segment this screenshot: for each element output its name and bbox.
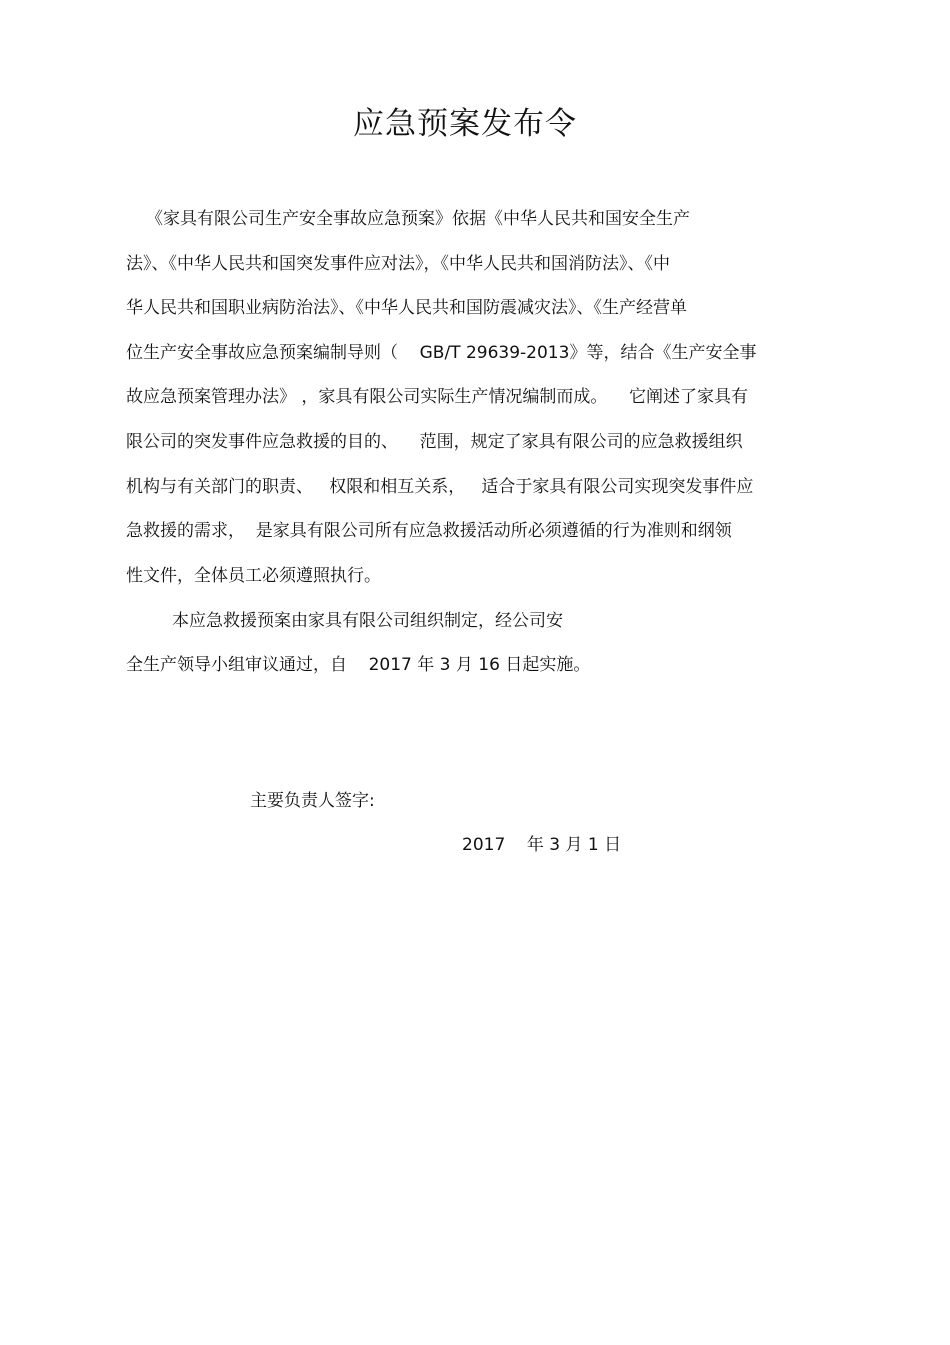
paragraph1-line-6: 限公司的突发事件应急救援的目的、 范围，规定了家具有限公司的应急救援组织 [126,432,743,452]
paragraph2-line-1: 本应急救援预案由家具有限公司组织制定，经公司安 [172,611,563,631]
paragraph1-line-3: 华人民共和国职业病防治法》、《中华人民共和国防震减灾法》、《生产经营单 [126,298,687,318]
paragraph1-line-5: 故应急预案管理办法》 ，家具有限公司实际生产情况编制而成。 它阐述了家具有 [126,387,749,407]
paragraph1-line-7: 机构与有关部门的职责、 权限和相互关系， 适合于家具有限公司实现突发事件应 [126,477,754,497]
paragraph1-line-9: 性文件，全体员工必须遵照执行。 [126,566,381,586]
page-title: 应急预案发布令 [353,106,577,142]
paragraph1-line-4: 位生产安全事故应急预案编制导则（ GB/T 29639-2013》等，结合《生产安全事 [126,343,757,363]
date-line: 2017 年 3 月 1 日 [462,835,622,855]
paragraph1-line-8: 急救援的需求， 是家具有限公司所有应急救援活动所必须遵循的行为准则和纲领 [126,521,732,541]
signature-label: 主要负责人签字: [250,791,375,811]
paragraph2-line-2: 全生产领导小组审议通过，自 2017 年 3 月 16 日起实施。 [126,655,591,675]
paragraph1-line-1: 《家具有限公司生产安全事故应急预案》依据《中华人民共和国安全生产 [146,209,690,229]
paragraph1-line-2: 法》、《中华人民共和国突发事件应对法》，《中华人民共和国消防法》、《中 [126,254,670,274]
